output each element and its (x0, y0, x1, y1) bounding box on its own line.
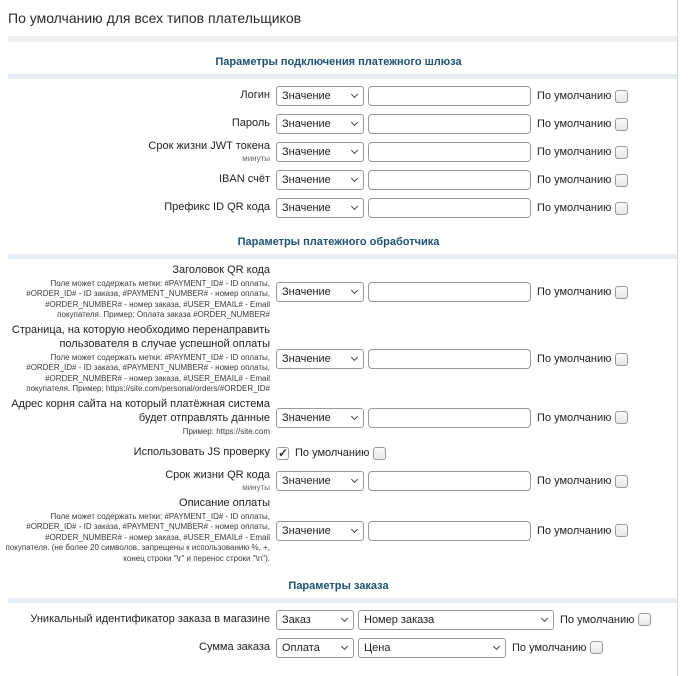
qr-title-default-checkbox[interactable] (615, 286, 628, 299)
password-default-checkbox[interactable] (615, 118, 628, 131)
chevron-down-icon (351, 147, 358, 154)
qr-prefix-default-checkbox[interactable] (615, 202, 628, 215)
login-default-checkbox[interactable] (615, 90, 628, 103)
row-iban (0, 166, 677, 194)
chevron-down-icon (341, 615, 348, 622)
chevron-down-icon (351, 203, 358, 210)
row-password (0, 110, 677, 138)
field-label-qr-title: Заголовок QR кода Поле может содержать метки: #PAYMENT_ID# - ID оплаты, #ORDER_ID# - ID заказа, #PAYMENT_NUMBER# - номер оплаты, #ORDER_NUMBER# - номер заказа, #USER_EMAIL# - Email покупателя. Пример: Оплата заказа #ORDER_NUMBER# (0, 264, 270, 320)
default-label: По умолчанию (537, 202, 612, 214)
row-jwt-lifetime (0, 138, 677, 166)
default-label: По умолчанию (537, 174, 612, 186)
chevron-down-icon (351, 526, 358, 533)
field-units: минуты (242, 483, 270, 493)
qr-prefix-type-select[interactable]: Значение (276, 198, 364, 218)
row-login (0, 82, 677, 110)
chevron-down-icon (351, 119, 358, 126)
field-label-password: Пароль (231, 117, 270, 130)
chevron-down-icon (351, 287, 358, 294)
chevron-down-icon (341, 643, 348, 650)
payment-desc-type-select[interactable]: Значение (276, 521, 364, 541)
field-label-payment-desc: Описание оплаты Поле может содержать метки: #PAYMENT_ID# - ID оплаты, #ORDER_ID# - ID заказа, #PAYMENT_NUMBER# - номер оплаты, #ORDER_NUMBER# - номер заказа, #USER_EMAIL# - Email покупателя. (не более 20 символов, запрещены к использованию %, +, конец строки "\r" и перенос строки "\n"). (0, 497, 270, 564)
default-label: По умолчанию (537, 475, 612, 488)
field-description: Пример: https://site.com (182, 426, 270, 436)
section-header-processor: Параметры платежного обработчика (237, 236, 440, 248)
row-success-page (0, 322, 677, 396)
order-id-default-checkbox[interactable] (638, 613, 651, 626)
default-label: По умолчанию (537, 524, 612, 537)
password-type-select[interactable]: Значение (276, 114, 364, 134)
success-page-type-select[interactable]: Значение (276, 349, 364, 369)
login-value-input[interactable] (368, 86, 531, 106)
success-page-value-input[interactable] (368, 349, 531, 369)
qr-lifetime-value-input[interactable] (368, 471, 531, 491)
chevron-down-icon (541, 615, 548, 622)
field-label-qr-prefix: Префикс ID QR кода (164, 201, 270, 214)
page-title: По умолчанию для всех типов плательщиков (8, 10, 302, 26)
payment-desc-value-input[interactable] (368, 521, 531, 541)
row-qr-lifetime (0, 467, 677, 495)
section-header-order: Параметры заказа (288, 579, 389, 592)
success-page-default-checkbox[interactable] (615, 353, 628, 366)
processor-rows (0, 259, 677, 566)
chevron-down-icon (493, 643, 500, 650)
qr-title-type-select[interactable]: Значение (276, 282, 364, 302)
title-divider (8, 36, 677, 42)
field-label-login: Логин (240, 89, 270, 102)
field-description: Поле может содержать метки: #PAYMENT_ID# - ID оплаты, #ORDER_ID# - ID заказа, #PAYMENT_NUMBER# - номер оплаты, #ORDER_NUMBER# - номер заказа, #USER_EMAIL# - Email покупателя. Пример: https://site.com/personal/orders/#ORDER_ID# (26, 352, 270, 393)
row-site-root (0, 396, 677, 439)
site-root-default-checkbox[interactable] (615, 411, 628, 424)
default-label: По умолчанию (512, 641, 587, 654)
field-label-iban: IBAN счёт (219, 173, 270, 186)
row-qr-title (0, 262, 677, 322)
chevron-down-icon (351, 91, 358, 98)
order-id-entity-select[interactable]: Заказ (276, 610, 354, 630)
row-order-sum (0, 634, 677, 662)
payment-desc-default-checkbox[interactable] (615, 524, 628, 537)
default-label: По умолчанию (537, 118, 612, 130)
field-label-qr-lifetime: Срок жизни QR кода минуты (0, 469, 270, 493)
jwt-type-select[interactable]: Значение (276, 142, 364, 162)
default-label: По умолчанию (295, 447, 370, 460)
site-root-value-input[interactable] (368, 408, 531, 428)
gateway-rows (0, 79, 677, 222)
row-payment-desc (0, 495, 677, 566)
password-value-input[interactable] (368, 114, 531, 134)
row-qr-prefix (0, 194, 677, 222)
js-check-checkbox[interactable] (276, 447, 289, 460)
default-label: По умолчанию (560, 613, 635, 626)
order-rows (0, 603, 677, 662)
order-sum-entity-select[interactable]: Оплата (276, 638, 354, 658)
js-check-default-checkbox[interactable] (373, 447, 386, 460)
field-units: минуты (242, 153, 270, 163)
jwt-value-input[interactable] (368, 142, 531, 162)
order-sum-default-checkbox[interactable] (590, 641, 603, 654)
qr-prefix-value-input[interactable] (368, 198, 531, 218)
field-label-site-root: Адрес корня сайта на который платёжная система будет отправлять данные Пример: https://site.com (0, 398, 270, 437)
field-description: Поле может содержать метки: #PAYMENT_ID# - ID оплаты, #ORDER_ID# - ID заказа, #PAYMENT_NUMBER# - номер оплаты, #ORDER_NUMBER# - номер заказа, #USER_EMAIL# - Email покупателя. (не более 20 символов, запрещены к использованию %, +, конец строки "\r" и перенос строки "\n"). (5, 512, 270, 563)
default-label: По умолчанию (537, 286, 612, 299)
chevron-down-icon (351, 476, 358, 483)
qr-lifetime-type-select[interactable]: Значение (276, 471, 364, 491)
qr-title-value-input[interactable] (368, 282, 531, 302)
field-label-order-id: Уникальный идентификатор заказа в магазине (30, 613, 270, 626)
row-order-id (0, 606, 677, 634)
site-root-type-select[interactable]: Значение (276, 408, 364, 428)
field-label-js-check: Использовать JS проверку (133, 446, 270, 459)
iban-value-input[interactable] (368, 170, 531, 190)
chevron-down-icon (351, 413, 358, 420)
field-label-success-page: Страница, на которую необходимо перенаправить пользователя в случае успешной оплаты Поле может содержать метки: #PAYMENT_ID# - ID оплаты, #ORDER_ID# - ID заказа, #PAYMENT_NUMBER# - номер оплаты, #ORDER_NUMBER# - номер заказа, #USER_EMAIL# - Email покупателя. Пример: https://site.com/personal/orders/#ORDER_ID# (0, 324, 270, 394)
section-header-gateway: Параметры подключения платежного шлюза (215, 56, 462, 68)
login-type-select[interactable]: Значение (276, 86, 364, 106)
iban-default-checkbox[interactable] (615, 174, 628, 187)
default-label: По умолчанию (537, 411, 612, 424)
chevron-down-icon (351, 354, 358, 361)
field-label-jwt: Срок жизни JWT токена минуты (0, 140, 270, 164)
field-description: Поле может содержать метки: #PAYMENT_ID# - ID оплаты, #ORDER_ID# - ID заказа, #PAYMENT_NUMBER# - номер оплаты, #ORDER_NUMBER# - номер заказа, #USER_EMAIL# - Email покупателя. Пример: Оплата заказа #ORDER_NUMBER# (26, 278, 270, 319)
default-label: По умолчанию (537, 146, 612, 158)
order-id-field-select[interactable]: Номер заказа (358, 610, 554, 630)
iban-type-select[interactable]: Значение (276, 170, 364, 190)
order-sum-field-select[interactable]: Цена (358, 638, 506, 658)
field-label-order-sum: Сумма заказа (199, 641, 270, 654)
qr-lifetime-default-checkbox[interactable] (615, 475, 628, 488)
default-label: По умолчанию (537, 90, 612, 102)
jwt-default-checkbox[interactable] (615, 146, 628, 159)
row-js-check (0, 439, 677, 467)
chevron-down-icon (351, 175, 358, 182)
default-label: По умолчанию (537, 353, 612, 366)
